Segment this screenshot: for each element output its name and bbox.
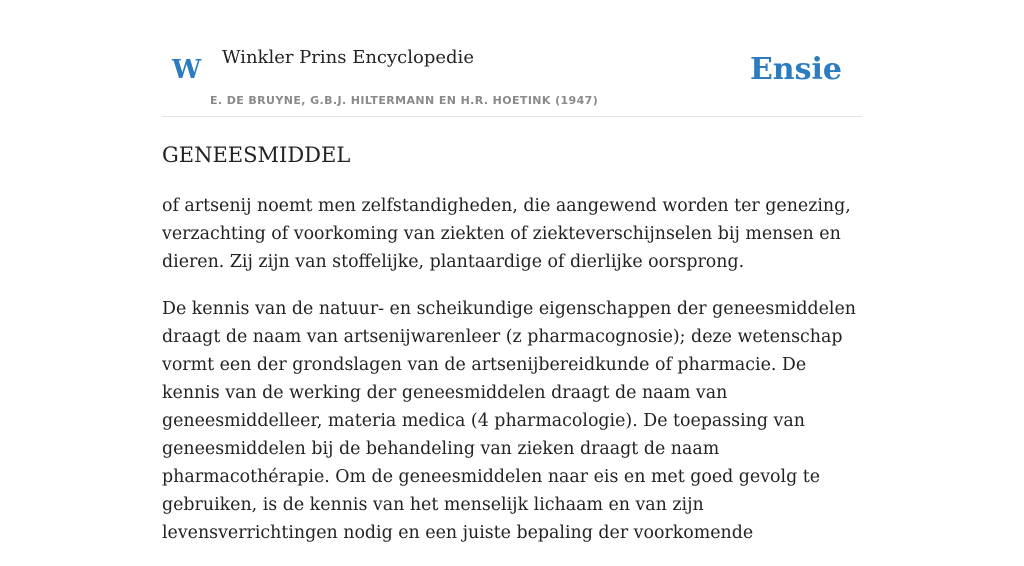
header bbox=[162, 0, 862, 117]
publication-title: Winkler Prins Encyclopedie bbox=[222, 47, 474, 68]
article-body bbox=[162, 192, 862, 566]
article-title: GENEESMIDDEL bbox=[162, 143, 351, 167]
article-paragraph-2: De kennis van de natuur- en scheikundige eigenschappen der geneesmiddelen draagt de naam van artsenijwarenleer (z pharmacognosie); deze wetenschap vormt een der grondslagen van de artsenijbereidkunde of pharmacie. De kennis van de werking der geneesmiddelen draagt de naam van geneesmiddelleer, materia medica (4 pharmacologie). De toepassing van geneesmiddelen bij de behandeling van zieken draagt de naam pharmacothérapie. Om de geneesmiddelen naar eis en met goed gevolg te gebruiken, is de kennis van het menselijk lichaam en van zijn levensverrichtingen nodig en een juiste bepaling der voorkomende bbox=[162, 299, 856, 543]
ensie-brand-link[interactable]: Ensie bbox=[749, 52, 842, 87]
article-paragraph-1: of artsenij noemt men zelfstandigheden, die aangewend worden ter genezing, verzachting of voorkoming van ziekten of ziekteverschijnselen bij mensen en dieren. Zij zijn van stoffelijke, plantaardige of dierlijke oorsprong. bbox=[162, 196, 851, 272]
winkler-prins-logo-icon: W bbox=[172, 55, 202, 85]
authors-line: E. DE BRUYNE, G.B.J. HILTERMANN EN H.R. HOETINK (1947) bbox=[210, 94, 599, 107]
